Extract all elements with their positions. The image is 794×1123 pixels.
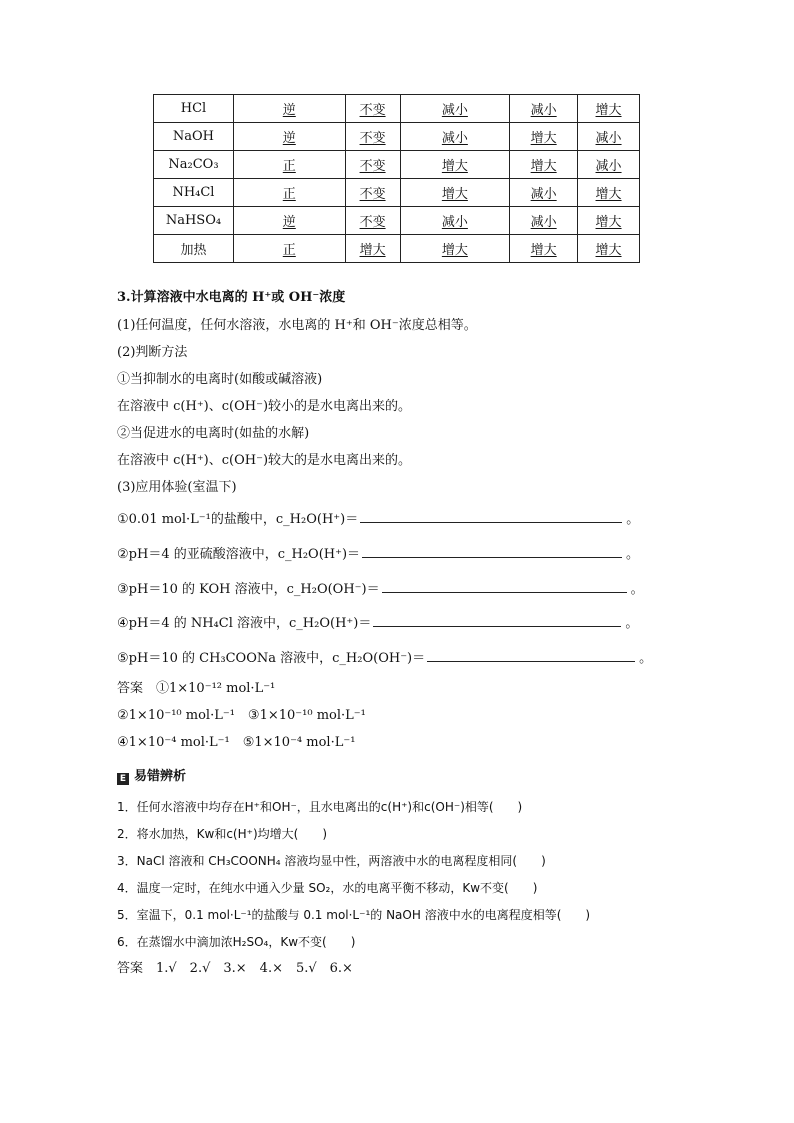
table-cell: 正 — [233, 151, 345, 179]
exercise-item-4: ④pH＝4 的 NH₄Cl 溶液中，c_H₂O(H⁺)＝ 。 — [117, 616, 639, 631]
row-label: 加热 — [154, 235, 234, 263]
table-cell: 增大 — [578, 179, 640, 207]
table-cell: 增大 — [345, 235, 400, 263]
exercise-item-5: ⑤pH＝10 的 CH₃COONa 溶液中，c_H₂O(OH⁻)＝ 。 — [117, 651, 653, 666]
paragraph-2: (2)判断方法 — [117, 345, 188, 360]
answer-blank[interactable] — [382, 580, 627, 593]
row-label: NaOH — [154, 123, 234, 151]
table-cell: 增大 — [400, 235, 510, 263]
error-item-6: 6．在蒸馏水中滴加浓H₂SO₄，Kw不变( ) — [117, 935, 356, 949]
answer-blank[interactable] — [362, 545, 622, 558]
answer-blank[interactable] — [427, 649, 635, 662]
table-row — [154, 207, 640, 235]
paragraph-6: 在溶液中 c(H⁺)、c(OH⁻)较大的是水电离出来的。 — [117, 453, 412, 468]
exercise-item-1: ①0.01 mol·L⁻¹的盐酸中，c_H₂O(H⁺)＝ 。 — [117, 512, 640, 527]
table-cell: 减小 — [578, 123, 640, 151]
table-cell: 不变 — [345, 207, 400, 235]
section-e-icon: E — [117, 773, 129, 785]
answer-line-2: ②1×10⁻¹⁰ mol·L⁻¹ ③1×10⁻¹⁰ mol·L⁻¹ — [117, 708, 366, 723]
table-cell: 减小 — [578, 151, 640, 179]
answer-blank[interactable] — [360, 510, 622, 523]
answer-line-1: 答案 ①1×10⁻¹² mol·L⁻¹ — [117, 681, 276, 696]
table-cell: 不变 — [345, 179, 400, 207]
table-cell: 增大 — [578, 95, 640, 123]
table-row — [154, 95, 640, 123]
table-cell: 减小 — [400, 123, 510, 151]
table-cell: 增大 — [510, 151, 578, 179]
table-cell: 增大 — [400, 179, 510, 207]
table-row — [154, 123, 640, 151]
table-cell: 减小 — [400, 207, 510, 235]
row-label: NH₄Cl — [154, 179, 234, 207]
paragraph-3: ①当抑制水的电离时(如酸或碱溶液) — [117, 372, 323, 387]
paragraph-4: 在溶液中 c(H⁺)、c(OH⁻)较小的是水电离出来的。 — [117, 399, 412, 414]
table-cell: 增大 — [400, 151, 510, 179]
table-row — [154, 151, 640, 179]
table-cell: 不变 — [345, 123, 400, 151]
answer-line-3: ④1×10⁻⁴ mol·L⁻¹ ⑤1×10⁻⁴ mol·L⁻¹ — [117, 735, 356, 750]
exercise-item-3: ③pH＝10 的 KOH 溶液中，c_H₂O(OH⁻)＝ 。 — [117, 582, 644, 597]
paragraph-1: (1)任何温度，任何水溶液，水电离的 H⁺和 OH⁻浓度总相等。 — [117, 318, 477, 333]
section-3-title: 3.计算溶液中水电离的 H⁺或 OH⁻浓度 — [117, 290, 346, 305]
table-cell: 不变 — [345, 95, 400, 123]
row-label: NaHSO₄ — [154, 207, 234, 235]
table-cell: 逆 — [233, 207, 345, 235]
error-item-1: 1．任何水溶液中均存在H⁺和OH⁻，且水电离出的c(H⁺)和c(OH⁻)相等( ) — [117, 800, 523, 814]
table-cell: 正 — [233, 235, 345, 263]
errors-heading: E 易错辨析 — [117, 768, 186, 786]
table-cell: 正 — [233, 179, 345, 207]
paragraph-5: ②当促进水的电离时(如盐的水解) — [117, 426, 310, 441]
table-cell: 逆 — [233, 95, 345, 123]
row-label: HCl — [154, 95, 234, 123]
exercise-item-2: ②pH＝4 的亚硫酸溶液中，c_H₂O(H⁺)＝ 。 — [117, 547, 640, 562]
errors-answer: 答案 1.√ 2.√ 3.× 4.× 5.√ 6.× — [117, 961, 353, 976]
error-item-2: 2．将水加热，Kw和c(H⁺)均增大( ) — [117, 827, 328, 841]
table-cell: 逆 — [233, 123, 345, 151]
error-item-4: 4．温度一定时，在纯水中通入少量 SO₂，水的电离平衡不移动，Kw不变( ) — [117, 881, 538, 895]
answer-blank[interactable] — [373, 614, 621, 627]
table-row — [154, 179, 640, 207]
table-cell: 减小 — [510, 207, 578, 235]
table-cell: 不变 — [345, 151, 400, 179]
table-cell: 增大 — [578, 207, 640, 235]
table-cell: 减小 — [510, 179, 578, 207]
table-cell: 减小 — [400, 95, 510, 123]
error-item-3: 3．NaCl 溶液和 CH₃COONH₄ 溶液均显中性，两溶液中水的电离程度相同( ) — [117, 854, 546, 868]
table-row — [154, 235, 640, 263]
table-cell: 增大 — [510, 123, 578, 151]
error-item-5: 5．室温下，0.1 mol·L⁻¹的盐酸与 0.1 mol·L⁻¹的 NaOH 溶液中水的电离程度相等( ) — [117, 908, 591, 922]
paragraph-7: (3)应用体验(室温下) — [117, 480, 237, 495]
table-cell: 增大 — [578, 235, 640, 263]
conditions-table — [153, 94, 640, 263]
table-cell: 增大 — [510, 235, 578, 263]
row-label: Na₂CO₃ — [154, 151, 234, 179]
table-cell: 减小 — [510, 95, 578, 123]
